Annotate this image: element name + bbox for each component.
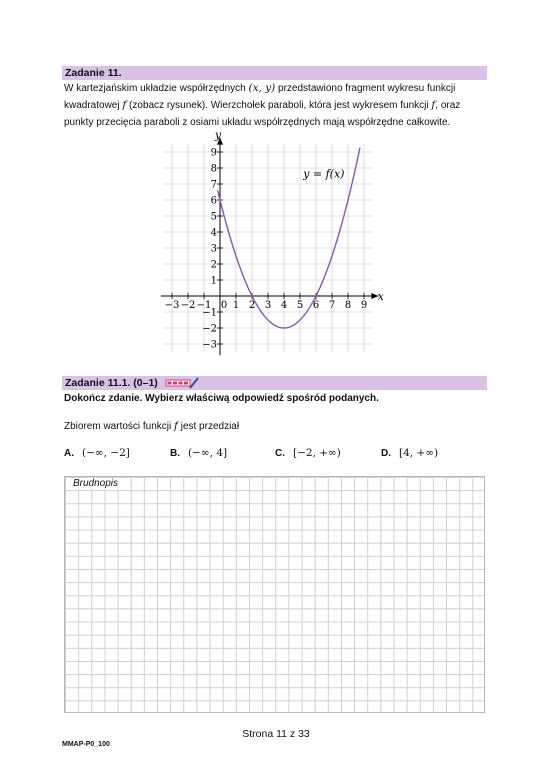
- y-tick-label: 7: [210, 179, 217, 191]
- y-tick-label: 3: [210, 243, 217, 255]
- y-tick-label: 5: [210, 211, 217, 223]
- option-b-value: (−∞, 4]: [188, 447, 228, 459]
- function-label: y = f(x): [303, 167, 345, 181]
- x-tick-label: 8: [344, 300, 352, 311]
- graph-axes: [161, 138, 379, 356]
- intro-text-f: punkty przecięcia paraboli z osiami układu współrzędnych mają współrzędne całkowite.: [64, 117, 451, 128]
- x-tick-label: 9: [360, 300, 368, 311]
- intro-text-a: W kartezjańskim układzie współrzędnych: [64, 83, 246, 94]
- page-number: Strona 11 z 33: [242, 728, 310, 740]
- x-axis-label: x: [377, 290, 384, 303]
- y-tick-label: −3: [202, 339, 217, 351]
- option-d-label: D.: [381, 447, 391, 459]
- x-tick-label: −3: [164, 300, 180, 311]
- option-c-label: C.: [275, 447, 285, 459]
- x-tick-label: 1: [232, 300, 240, 311]
- subtask-prompt: [64, 418, 489, 435]
- task-intro: [64, 80, 489, 131]
- option-c[interactable]: [275, 447, 341, 459]
- option-c-value: [−2, +∞): [293, 447, 341, 459]
- prompt-f: f: [174, 420, 178, 432]
- option-d-value: [4, +∞): [399, 447, 439, 459]
- x-tick-label: −1: [196, 300, 212, 311]
- x-tick-label: 3: [264, 300, 272, 311]
- task-title: Zadanie 11.: [62, 66, 487, 80]
- y-axis-label: y: [214, 128, 222, 142]
- y-tick-label: −1: [202, 307, 217, 319]
- intro-xy: (x, y): [248, 82, 276, 94]
- x-tick-label: 2: [248, 300, 256, 311]
- x-tick-label: 0: [220, 300, 228, 311]
- prompt-text-a: Zbiorem wartości funkcji: [64, 421, 172, 432]
- option-b-label: B.: [170, 447, 180, 459]
- subtask-instruction: Dokończ zdanie. Wybierz właściwą odpowiedź spośród podanych.: [64, 393, 379, 404]
- x-tick-label: 4: [280, 300, 288, 311]
- option-a-value: (−∞, −2]: [82, 447, 130, 459]
- prompt-text-b: jest przedział: [180, 421, 240, 432]
- intro-text-c: kwadratowej: [64, 100, 120, 111]
- intro-f2: f: [431, 99, 436, 111]
- intro-text-e: , oraz: [435, 100, 461, 111]
- x-tick-label: 5: [296, 300, 304, 311]
- subtask-title-bar: [62, 376, 487, 390]
- y-tick-label: 8: [210, 163, 217, 175]
- y-tick-label: 9: [210, 147, 217, 159]
- y-tick-label: 6: [210, 195, 217, 207]
- x-tick-label: 7: [328, 300, 336, 311]
- option-d[interactable]: [381, 447, 438, 459]
- score-pencil-icon: [165, 377, 199, 389]
- y-tick-label: 2: [210, 259, 217, 271]
- subtask-title: Zadanie 11.1. (0–1): [65, 377, 158, 389]
- option-a-label: A.: [64, 447, 74, 459]
- intro-text-d: (zobacz rysunek). Wierzchołek paraboli, która jest wykresem funkcji: [129, 100, 429, 111]
- intro-text-b: przedstawiono fragment wykresu funkcji: [278, 83, 456, 94]
- document-code: MMAP-P0_100: [62, 741, 110, 748]
- x-tick-label: −2: [180, 300, 196, 311]
- draft-label: Brudnopis: [73, 478, 119, 489]
- y-tick-label: 4: [210, 227, 217, 239]
- intro-f1: f: [122, 99, 127, 111]
- option-b[interactable]: [170, 447, 227, 459]
- draft-area[interactable]: [64, 476, 485, 713]
- x-tick-label: 6: [312, 300, 320, 311]
- y-tick-label: 1: [210, 275, 217, 287]
- option-a[interactable]: [64, 447, 130, 459]
- parabola-graph: [156, 128, 392, 358]
- y-tick-label: −2: [202, 323, 217, 335]
